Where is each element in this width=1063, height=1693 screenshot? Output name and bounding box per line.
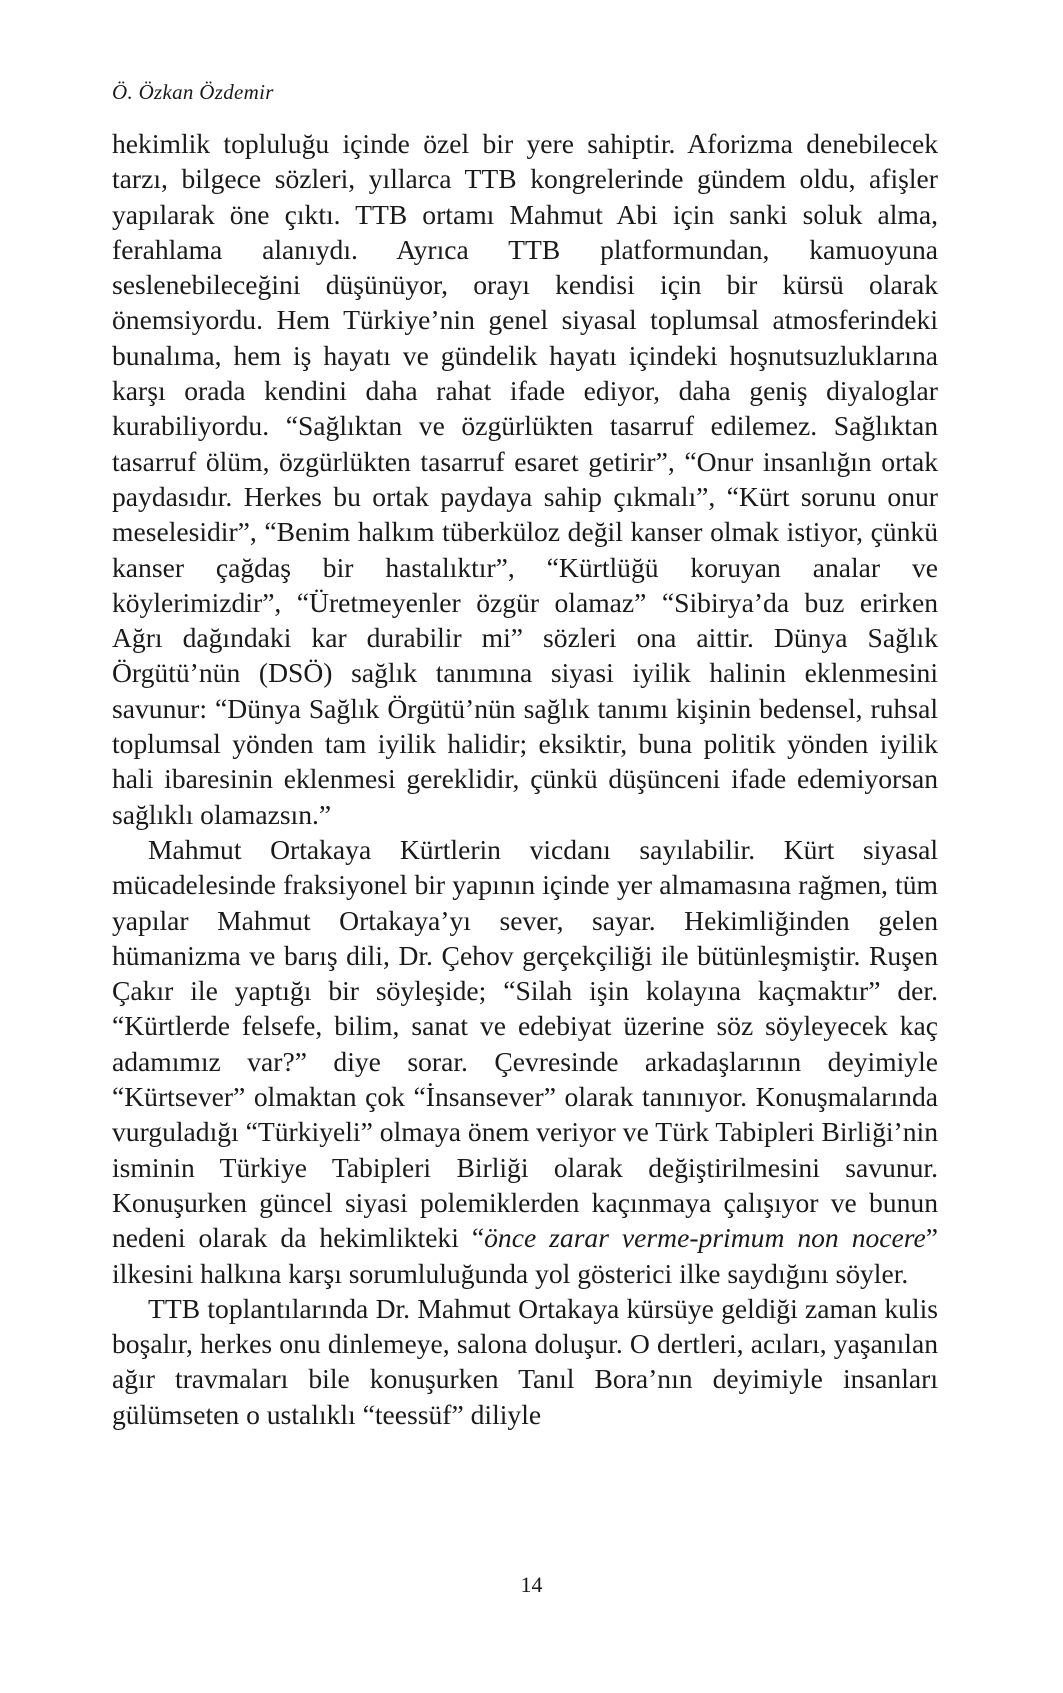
paragraph-2 xyxy=(112,832,938,1291)
paragraph-2-text-before: Mahmut Ortakaya Kürtlerin vicdanı sayılabilir. Kürt siyasal mücadelesinde fraksiyonel bir yapının içinde yer almamasına rağmen, tüm yapılar Mahmut Ortakaya’yı sever, sayar. Hekimliğinden gelen hümanizma ve barış dili, Dr. Çehov gerçekçiliği ile bütünleşmiştir. Ruşen Çakır ile yaptığı bir söyleşide; “Silah işin kolayına kaçmaktır” der. “Kürtlerde felsefe, bilim, sanat ve edebiyat üzerine söz söyleyecek kaç adamımız var?” diye sorar. Çevresinde arkadaşlarının deyimiyle “Kürtsever” olmaktan çok “İnsansever” olarak tanınıyor. Konuşmalarında vurguladığı “Türkiyeli” olmaya önem veriyor ve Türk Tabipleri Birliği’nin isminin Türkiye Tabipleri Birliği olarak değiştirilmesini savunur. Konuşurken güncel siyasi polemiklerden kaçınmaya çalışıyor ve bunun nedeni olarak da hekimlikteki “ xyxy=(112,833,938,1254)
page-number: 14 xyxy=(520,1572,543,1597)
paragraph-1: hekimlik topluluğu içinde özel bir yere sahiptir. Aforizma denebilecek tarzı, bilgece sözleri, yıllarca TTB kongrelerinde gündem oldu, afişler yapılarak öne çıktı. TTB ortamı Mahmut Abi için sanki soluk alma, ferahlama alanıydı. Ayrıca TTB platformundan, kamuoyuna seslenebileceğini düşünüyor, orayı kendisi için bir kürsü olarak önemsiyordu. Hem Türkiye’nin genel siyasal toplumsal atmosferindeki bunalıma, hem iş hayatı ve gündelik hayatı içindeki hoşnutsuzluklarına karşı orada kendini daha rahat ifade ediyor, daha geniş diyaloglar kurabiliyordu. “Sağlıktan ve özgürlükten tasarruf edilemez. Sağlıktan tasarruf ölüm, özgürlükten tasarruf esaret getirir”, “Onur insanlığın ortak paydasıdır. Herkes bu ortak paydaya sahip çıkmalı”, “Kürt sorunu onur meselesidir”, “Benim halkım tüberküloz değil kanser olmak istiyor, çünkü kanser çağdaş bir hastalıktır”, “Kürtlüğü koruyan analar ve köylerimizdir”, “Üretmeyenler özgür olamaz” “Sibirya’da buz erirken Ağrı dağındaki kar durabilir mi” sözleri ona aittir. Dünya Sağlık Örgütü’nün (DSÖ) sağlık tanımına siyasi iyilik halinin eklenmesini savunur: “Dünya Sağlık Örgütü’nün sağlık tanımı kişinin bedensel, ruhsal toplumsal yönden tam iyilik halidir; eksiktir, buna politik yönden iyilik hali ibaresinin eklenmesi gereklidir, çünkü düşünceni ifade edemiyorsan sağlıklı olamazsın.” xyxy=(112,128,938,830)
paragraph-3: TTB toplantılarında Dr. Mahmut Ortakaya kürsüye geldiği zaman kulis boşalır, herkes onu dinlemeye, salona doluşur. O dertleri, acıları, yaşanılan ağır travmaları bile konuşurken Tanıl Bora’nın deyimiyle insanları gülümseten o ustalıklı “teessüf” diliyle xyxy=(112,1292,938,1430)
body-text xyxy=(112,126,938,1432)
paragraph-2-text-after: ” ilkesini halkına karşı sorumluluğunda yol gösterici ilke saydığını söyler. xyxy=(112,1222,938,1289)
latin-maxim: önce zarar verme-primum non nocere xyxy=(484,1222,926,1254)
running-head: Ö. Özkan Özdemir xyxy=(112,80,274,104)
